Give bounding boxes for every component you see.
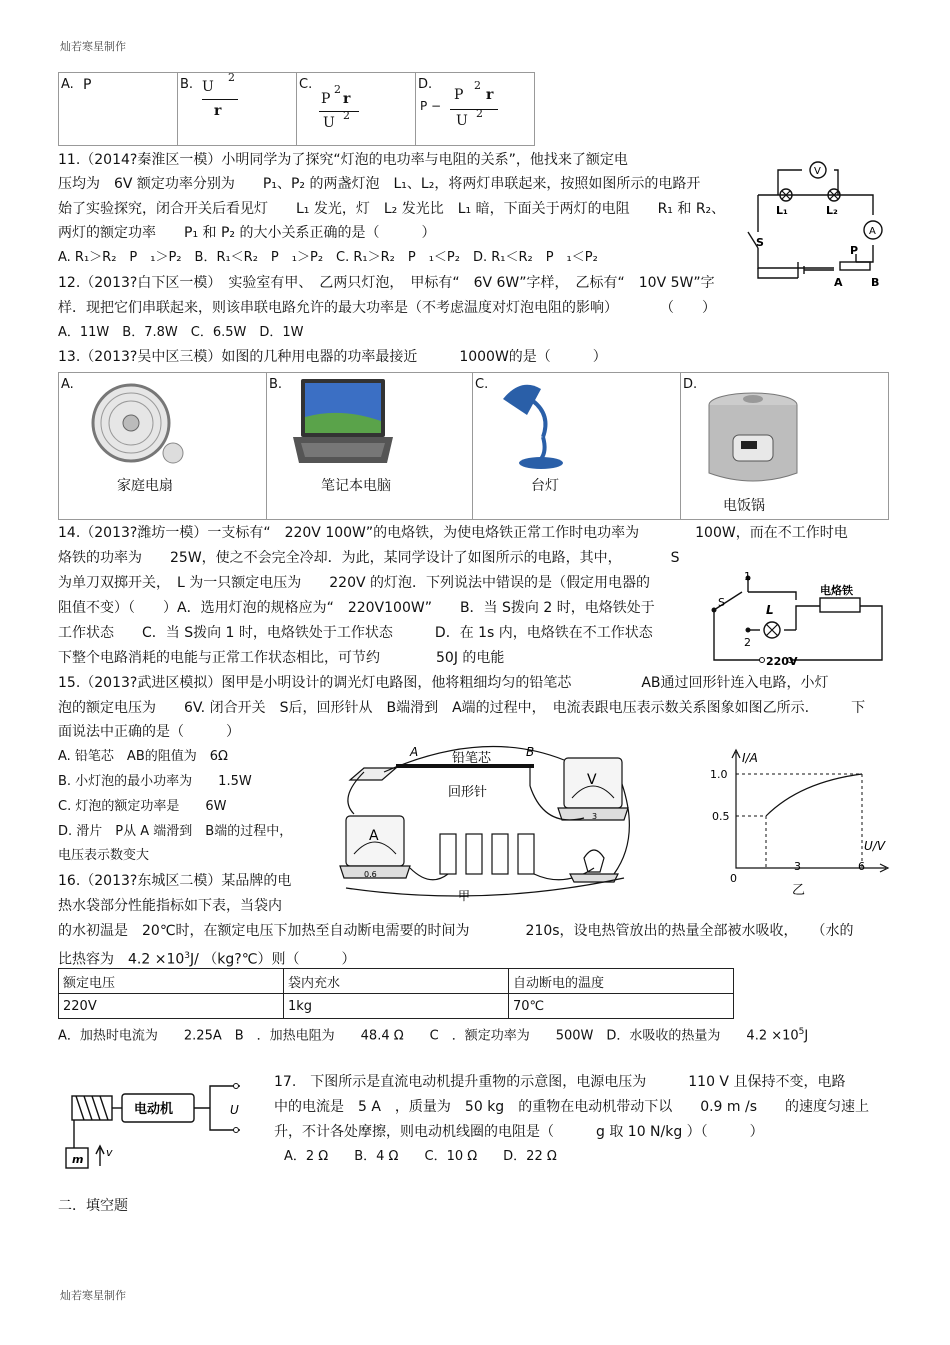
- option-label: C.: [299, 77, 313, 92]
- table-header-cell: 额定电压: [59, 969, 284, 994]
- q13-option-b: [267, 373, 473, 520]
- lamp-label: L: [766, 603, 774, 617]
- q13-option-c: [473, 373, 681, 520]
- rheostat-end-b: B: [871, 276, 880, 289]
- q16-options-unit: J: [804, 1028, 809, 1044]
- switch-label: S: [718, 596, 725, 609]
- exponent: 3: [184, 951, 190, 961]
- paperclip-label: 回形针: [448, 785, 488, 800]
- q13-options-table: [58, 372, 889, 520]
- slider-label: P: [850, 244, 859, 257]
- pencil-end-b: B: [526, 745, 535, 759]
- q11-circuit-diagram: [738, 150, 890, 290]
- q17-motor-diagram: [64, 1070, 244, 1178]
- table-row: [59, 969, 734, 994]
- exponent: 2: [228, 71, 235, 84]
- q11-line1: 11.（2014?秦淮区一模）小明同学为了探究“灯泡的电功率与电阻的关系”，他找来了额定电: [58, 152, 628, 168]
- table-header-cell: 袋内充水: [284, 969, 509, 994]
- ammeter-label: A: [369, 828, 379, 844]
- q14-line6: 下整个电路消耗的电能与正常工作状态相比，可节约 50J 的电能: [58, 650, 505, 666]
- fraction-numerator: U: [202, 79, 214, 95]
- q12-line2: 样．现把它们串联起来，则该串联电路允许的最大功率是（不考虑温度对灯泡电阻的影响） （ ）: [58, 300, 716, 316]
- appliance-name: 电饭锅: [723, 498, 765, 514]
- laptop-icon: [291, 377, 395, 467]
- q12-options: A．11W B．7.8W C．6.5W D．1W: [58, 325, 304, 340]
- q14-line4: 阻值不变）（ ）A．选用灯泡的规格应为“ 220V100W” B．当 S拨向 2 时，电烙铁处于: [58, 600, 655, 616]
- voltmeter-scale: 3: [592, 812, 598, 821]
- rice-cooker-icon: [703, 389, 803, 489]
- lamp-l2-label: L₂: [826, 204, 838, 217]
- option-label: B.: [180, 77, 194, 92]
- mass-label: m: [72, 1153, 84, 1166]
- fraction-numerator-r: r: [486, 87, 494, 103]
- fraction-numerator: P: [454, 87, 464, 103]
- q15-option-c: C. 灯泡的额定功率是 6W: [58, 799, 227, 814]
- q17-line1: 17. 下图所示是直流电动机提升重物的示意图，电源电压为 110 V 且保持不变，电路: [274, 1074, 846, 1090]
- q17-options: A．2 Ω B．4 Ω C．10 Ω D．22 Ω: [284, 1149, 557, 1164]
- fraction-numerator-r: r: [343, 91, 351, 107]
- q15-line1: 15.（2013?武进区模拟）图甲是小明设计的调光灯电路图，他将粗细均匀的铅笔芯 AB通过回形针连入电路，小灯: [58, 675, 829, 691]
- graph-y-tick-05: 0.5: [712, 810, 730, 823]
- graph-x-label: U/V: [864, 839, 886, 853]
- fraction-denominator: U: [456, 113, 468, 129]
- table-row: [59, 994, 734, 1019]
- q10-option-b: [178, 73, 297, 146]
- fraction-numerator: P: [321, 91, 331, 107]
- q15-figure-jia: [334, 738, 646, 904]
- q15-option-d-line1: D. 滑片 P从 A 端滑到 B端的过程中，: [58, 824, 293, 839]
- q10-option-d: [416, 73, 535, 146]
- appliance-name: 家庭电扇: [117, 478, 173, 494]
- q14-line3: 为单刀双掷开关， L 为一只额定电压为 220V 的灯泡．下列说法中错误的是（假定用电器的: [58, 575, 650, 591]
- velocity-label: v: [106, 1146, 113, 1159]
- lamp-l1-label: L₁: [776, 204, 788, 217]
- q17-line3: 升，不计各处摩擦，则电动机线圈的电阻是（ g 取 10 N/kg ）（ ）: [274, 1124, 764, 1140]
- graph-x-tick-3: 3: [794, 860, 801, 873]
- appliance-name: 笔记本电脑: [321, 478, 391, 494]
- q17-line2: 中的电流是 5 A ，质量为 50 kg 的重物在电动机带动下以 0.9 m /s 的速度匀速上: [274, 1099, 870, 1115]
- q14-line2: 烙铁的功率为 25W，使之不会完全冷却．为此，某同学设计了如图所示的电路，其中， S: [58, 550, 680, 566]
- exponent: 2: [474, 79, 481, 92]
- q16-line1: 16.（2013?东城区二模）某品牌的电: [58, 873, 292, 889]
- graph-y-tick-1: 1.0: [710, 768, 728, 781]
- option-label: A.: [61, 377, 74, 392]
- table-cell: 70℃: [509, 994, 734, 1019]
- page-footer: 灿若寒星制作: [60, 1289, 126, 1302]
- desk-lamp-icon: [497, 375, 577, 471]
- pencil-end-a: A: [410, 745, 419, 759]
- q10-option-c: [297, 73, 416, 146]
- q14-line5: 工作状态 C．当 S拨向 1 时，电烙铁处于工作状态 D．在 1s 内，电烙铁在不工作状态: [58, 625, 653, 641]
- q16-line4-text-end: J/ （kg?℃）则（ ）: [190, 951, 356, 968]
- exponent: 2: [476, 107, 483, 120]
- fraction-denominator: r: [214, 103, 222, 119]
- q16-line2: 热水袋部分性能指标如下表，当袋内: [58, 898, 282, 914]
- table-cell: 220V: [59, 994, 284, 1019]
- q10-options-table: [58, 72, 535, 146]
- q13-option-a: [59, 373, 267, 520]
- q15-option-a: A. 铅笔芯 AB的阻值为 6Ω: [58, 749, 228, 764]
- q16-line4-text: 比热容为 4.2 ×10: [58, 951, 185, 968]
- option-label: A.: [61, 77, 74, 92]
- graph-x-tick-6: 6: [858, 860, 865, 873]
- q15-graph-yi: [710, 746, 900, 898]
- table-cell: 1kg: [284, 994, 509, 1019]
- exponent: 5: [798, 1027, 805, 1037]
- switch-terminal-1: 1: [744, 570, 751, 583]
- q16-line3: 的水初温是 20℃时，在额定电压下加热至自动断电需要的时间为 210s，设电热管放出的热量全部被水吸收， （水的: [58, 923, 854, 939]
- voltmeter-label: V: [814, 166, 821, 177]
- option-expr: P: [83, 77, 92, 93]
- q16-options-text: A．加热时电流为 2.25A B ．加热电阻为 48.4 Ω C ．额定功率为 500W D．水吸收的热量为 4.2 ×10: [58, 1028, 799, 1044]
- q11-line3: 始了实验探究，闭合开关后看见灯 L₁ 发光，灯 L₂ 发光比 L₁ 暗，下面关于两灯的电阻 R₁ 和 R₂、: [58, 201, 726, 217]
- q13-option-d: [681, 373, 889, 520]
- q15-option-b: B. 小灯泡的最小功率为 1.5W: [58, 774, 252, 789]
- exponent: 2: [334, 83, 341, 96]
- figure-jia-caption: 甲: [458, 889, 471, 903]
- voltage-label: U: [230, 1103, 239, 1117]
- q15-line2: 泡的额定电压为 6V. 闭合开关 S后，回形针从 B端滑到 A端的过程中， 电流表跟电压表示数关系图象如图乙所示. 下: [58, 700, 866, 716]
- option-label: B.: [269, 377, 283, 392]
- appliance-name: 台灯: [531, 478, 559, 494]
- ammeter-scale: 0.6: [364, 870, 377, 879]
- switch-terminal-2: 2: [744, 636, 751, 649]
- table-header-cell: 自动断电的温度: [509, 969, 734, 994]
- q10-option-a: [59, 73, 178, 146]
- fraction-denominator: U: [323, 115, 335, 131]
- q11-line2: 压均为 6V 额定功率分别为 P₁、P₂ 的两盏灯泡 L₁、L₂，将两灯串联起来，按照如图所示的电路开: [58, 176, 701, 192]
- fraction-bar: [450, 109, 498, 110]
- q15-option-d-line2: 电压表示数变大: [58, 848, 150, 863]
- motor-label: 电动机: [134, 1102, 174, 1117]
- q13-line1: 13.（2013?吴中区三模）如图的几种用电器的功率最接近 1000W的是（ ）: [58, 349, 607, 365]
- voltmeter-label: V: [587, 772, 597, 788]
- ammeter-label: A: [869, 226, 876, 237]
- q12-line1: 12.（2013?白下区一模） 实验室有甲、 乙两只灯泡， 甲标有“ 6V 6W”字样， 乙标有“ 10V 5W”字: [58, 275, 715, 291]
- switch-label: S: [756, 236, 764, 249]
- page-header: 灿若寒星制作: [60, 40, 126, 53]
- fraction-bar: [319, 111, 359, 112]
- q16-spec-table: [58, 968, 734, 1019]
- voltage-label: 220V: [766, 655, 798, 668]
- q11-options: A. R₁＞R₂ P ₁＞P₂ B．R₁＜R₂ P ₁＞P₂ C. R₁＞R₂ P ₁＜P₂ D. R₁＜R₂ P ₁＜P₂: [58, 250, 598, 265]
- pencil-lead-label: 铅笔芯: [452, 751, 492, 766]
- q15-line3: 面说法中正确的是（ ）: [58, 724, 240, 740]
- exponent: 2: [343, 109, 350, 122]
- fraction-bar: [202, 99, 238, 100]
- section-heading: 二．填空题: [58, 1198, 128, 1214]
- rheostat-end-a: A: [834, 276, 843, 289]
- q14-line1: 14.（2013?潍坊一模）一支标有“ 220V 100W”的电烙铁，为使电烙铁正常工作时电功率为 100W，而在不工作时电: [58, 525, 848, 541]
- graph-x-tick-0: 0: [730, 872, 737, 885]
- graph-caption: 乙: [792, 883, 806, 898]
- option-label: D.: [683, 377, 698, 392]
- q14-circuit-diagram: [708, 570, 888, 672]
- q16-options: [58, 1020, 808, 1048]
- q11-line4: 两灯的额定功率 P₁ 和 P₂ 的大小关系正确的是（ ）: [58, 225, 436, 241]
- option-expr: P −: [420, 99, 442, 113]
- option-label: C.: [475, 377, 489, 392]
- iron-label: 电烙铁: [820, 584, 853, 597]
- option-label: D.: [418, 77, 433, 92]
- graph-y-label: I/A: [742, 751, 758, 765]
- fan-icon: [85, 381, 185, 469]
